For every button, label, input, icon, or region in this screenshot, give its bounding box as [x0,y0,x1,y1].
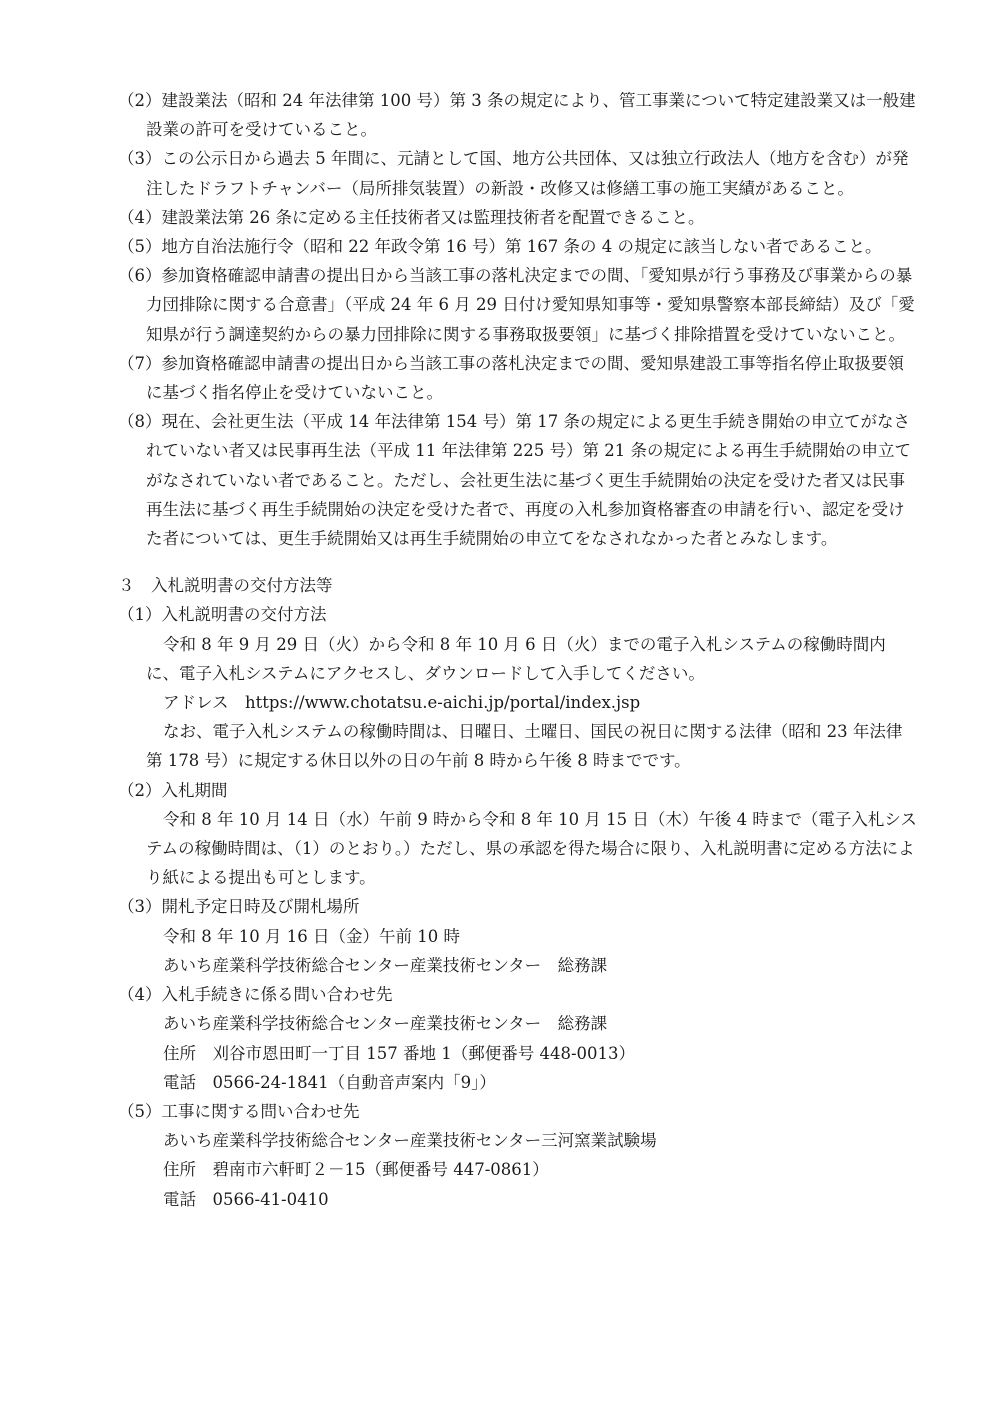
construction-contact-org: あいち産業科学技術総合センター産業技術センター三河窯業試験場 [163,1131,657,1151]
document-body [118,86,918,1214]
subsection-1-title: （1）入札説明書の交付方法 [118,605,327,625]
opening-place: あいち産業科学技術総合センター産業技術センター 総務課 [163,955,608,975]
opening-date: 令和 8 年 10 月 16 日（金）午前 10 時 [163,926,460,946]
subsection-5-title: （5）工事に関する問い合わせ先 [118,1101,360,1121]
qualification-item-2: （2）建設業法（昭和 24 年法律第 100 号）第 3 条の規定により、管工事業について特定建設業又は一般建設業の許可を受けていること。 [118,91,916,140]
section-3-heading: ３ 入札説明書の交付方法等 [118,576,333,596]
portal-address: アドレス https://www.chotatsu.e-aichi.jp/portal/index.jsp [163,693,641,713]
subsection-4-title: （4）入札手続きに係る問い合わせ先 [118,985,393,1005]
qualification-item-3: （3）この公示日から過去 5 年間に、元請として国、地方公共団体、又は独立行政法人（地方を含む）が発注したドラフトチャンバー（局所排気装置）の新設・改修又は修繕工事の施工実績があること。 [118,149,909,198]
contact-address: 住所 刈谷市恩田町一丁目 157 番地 1（郵便番号 448-0013） [163,1043,636,1063]
contact-phone: 電話 0566-24-1841（自動音声案内「9」） [163,1072,496,1092]
subsection-3-title: （3）開札予定日時及び開札場所 [118,897,360,917]
subsection-2-title: （2）入札期間 [118,780,228,800]
subsection-2-text: 令和 8 年 10 月 14 日（水）午前 9 時から令和 8 年 10 月 15 日（木）午後 4 時まで（電子入札システムの稼働時間は、（1）のとおり。）ただし、県の承認を得た場合に限り、入札説明書に定める方法により紙による提出も可とします。 [146,809,917,888]
qualification-item-6: （6）参加資格確認申請書の提出日から当該工事の落札決定までの間、「愛知県が行う事務及び事業からの暴力団排除に関する合意書」（平成 24 年 6 月 29 日付け愛知県知事等・愛知県警察本部長締結）及び「愛知県が行う調達契約からの暴力団排除に関する事務取扱要領」に基づく排除措置を受けていないこと。 [118,266,915,344]
contact-org: あいち産業科学技術総合センター産業技術センター 総務課 [163,1014,608,1034]
construction-contact-address: 住所 碧南市六軒町２－15（郵便番号 447-0861） [163,1160,549,1180]
subsection-1-note: なお、電子入札システムの稼働時間は、日曜日、土曜日、国民の祝日に関する法律（昭和 23 年法律第 178 号）に規定する休日以外の日の午前 8 時から午後 8 時までです。 [146,722,903,771]
qualification-item-5: （5）地方自治法施行令（昭和 22 年政令第 16 号）第 167 条の 4 の規定に該当しない者であること。 [118,237,882,257]
qualification-item-7: （7）参加資格確認申請書の提出日から当該工事の落札決定までの間、愛知県建設工事等指名停止取扱要領に基づく指名停止を受けていないこと。 [118,353,904,403]
construction-contact-phone: 電話 0566-41-0410 [163,1189,329,1209]
qualification-item-4: （4）建設業法第 26 条に定める主任技術者又は監理技術者を配置できること。 [118,207,705,227]
qualification-item-8: （8）現在、会社更生法（平成 14 年法律第 154 号）第 17 条の規定による更生手続き開始の申立てがなされていない者又は民事再生法（平成 11 年法律第 225 号）第 21 条の規定による再生手続開始の申立てがなされていない者であること。ただし、会社更生法に基づく更生手続開始の決定を受けた者又は民事再生法に基づく再生手続開始の決定を受けた者で、再度の入札参加資格審査の申請を行い、認定を受けた者については、更生手続開始又は再生手続開始の申立てをなされなかった者とみなします。 [118,412,911,549]
subsection-1-text: 令和 8 年 9 月 29 日（火）から令和 8 年 10 月 6 日（火）までの電子入札システムの稼働時間内に、電子入札システムにアクセスし、ダウンロードして入手してください。 [146,634,886,683]
